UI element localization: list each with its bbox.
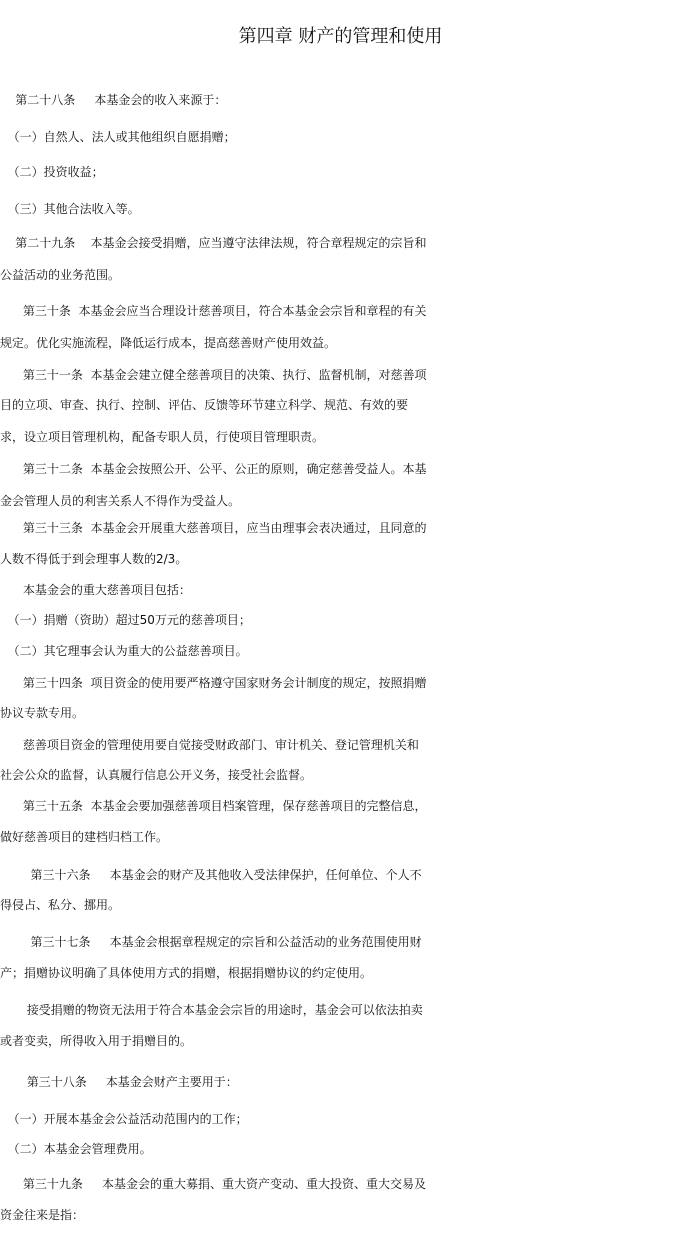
chapter-title: 第四章 财产的管理和使用 [238,26,443,47]
text-line: （一）自然人、法人或其他组织自愿捐赠； [0,130,236,144]
text-line: （三）其他合法收入等。 [0,202,140,216]
text-line: 第三十一条 本基金会建立健全慈善项目的决策、执行、监督机制，对慈善项 [0,368,427,382]
text-line: 第三十四条 项目资金的使用要严格遵守国家财务会计制度的规定，按照捐赠 [0,676,427,690]
text-line: 第三十六条 本基金会的财产及其他收入受法律保护，任何单位、个人不 [0,868,422,882]
text-line: 求，设立项目管理机构，配备专职人员，行使项目管理职责。 [0,430,325,444]
text-line: 接受捐赠的物资无法用于符合本基金会宗旨的用途时，基金会可以依法拍卖 [0,1003,423,1017]
text-line: 金会管理人员的利害关系人不得作为受益人。 [0,494,241,508]
text-line: 第三十条 本基金会应当合理设计慈善项目，符合本基金会宗旨和章程的有关 [0,304,427,318]
text-line: 第三十八条 本基金会财产主要用于： [0,1075,238,1089]
text-line: 本基金会的重大慈善项目包括： [0,583,191,597]
text-line: 第二十九条 本基金会接受捐赠，应当遵守法律法规，符合章程规定的宗旨和 [0,236,427,250]
text-line: 第三十九条 本基金会的重大募捐、重大资产变动、重大投资、重大交易及 [0,1177,426,1191]
text-line: 得侵占、私分、挪用。 [0,898,121,912]
text-line: 产；捐赠协议明确了具体使用方式的捐赠，根据捐赠协议的约定使用。 [0,966,373,980]
text-line: 协议专款专用。 [0,706,85,720]
text-line: （二）投资收益； [0,165,104,179]
text-line: 慈善项目资金的管理使用要自觉接受财政部门、审计机关、登记管理机关和 [0,738,419,752]
text-line: 社会公众的监督，认真履行信息公开义务，接受社会监督。 [0,768,313,782]
text-line: 或者变卖，所得收入用于捐赠目的。 [0,1034,193,1048]
text-line: 第二十八条 本基金会的收入来源于： [0,93,227,107]
text-line: （一）开展本基金会公益活动范围内的工作； [0,1112,248,1126]
text-line: （二）本基金会管理费用。 [0,1142,152,1156]
text-line: 第三十三条 本基金会开展重大慈善项目，应当由理事会表决通过，且同意的 [0,521,427,535]
text-line: 规定。优化实施流程，降低运行成本，提高慈善财产使用效益。 [0,336,337,350]
text-line: 公益活动的业务范围。 [0,268,121,282]
text-line: 第三十五条 本基金会要加强慈善项目档案管理，保存慈善项目的完整信息， [0,799,427,813]
text-line: 目的立项、审查、执行、控制、评估、反馈等环节建立科学、规范、有效的要 [0,398,409,412]
text-line: （一）捐赠（资助）超过50万元的慈善项目； [0,613,251,627]
text-line: 第三十七条 本基金会根据章程规定的宗旨和公益活动的业务范围使用财 [0,935,422,949]
text-line: 做好慈善项目的建档归档工作。 [0,830,169,844]
text-line: 资金往来是指： [0,1208,85,1222]
text-line: （二）其它理事会认为重大的公益慈善项目。 [0,644,248,658]
text-line: 人数不得低于到会理事人数的2/3。 [0,552,188,566]
text-line: 第三十二条 本基金会按照公开、公平、公正的原则，确定慈善受益人。本基 [0,462,427,476]
